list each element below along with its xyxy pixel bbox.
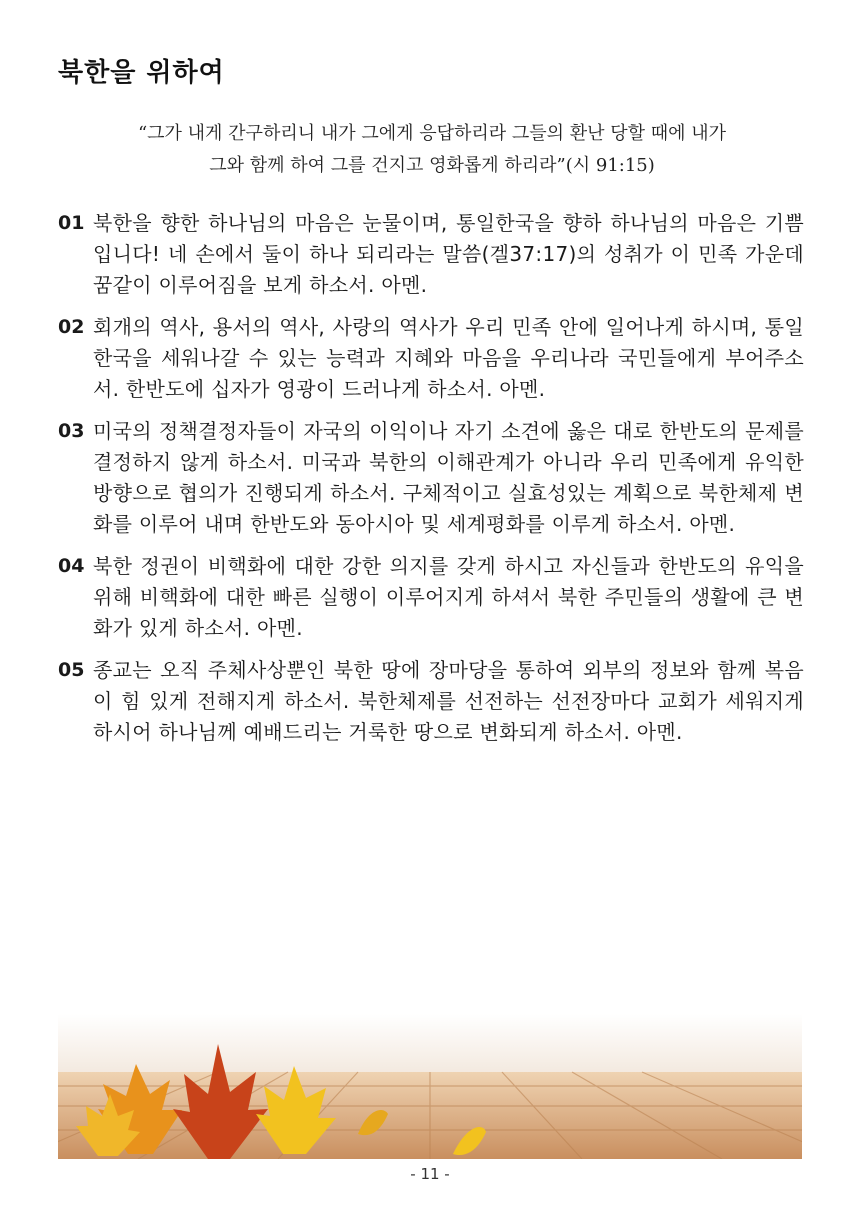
page-title: 북한을 위하여	[58, 58, 225, 88]
prayer-text: 북한을 향한 하나님의 마음은 눈물이며, 통일한국을 향하 하나님의 마음은 기쁨입니다! 네 손에서 둘이 하나 되리라는 말씀(겔37:17)의 성취가 이 민족 가운데 꿈같이 이루어짐을 보게 하소서. 아멘.	[93, 211, 804, 297]
prayer-text: 미국의 정책결정자들이 자국의 이익이나 자기 소견에 옳은 대로 한반도의 문제를 결정하지 않게 하소서. 미국과 북한의 이해관계가 아니라 우리 민족에게 유익한 방향으로 협의가 진행되게 하소서. 구체적이고 실효성있는 계획으로 북한체제 변화를 이루어 내며 한반도와 동아시아 및 세계평화를 이루게 하소서. 아멘.	[93, 419, 804, 536]
prayer-number: 02	[58, 316, 85, 338]
prayer-text: 종교는 오직 주체사상뿐인 북한 땅에 장마당을 통하여 외부의 정보와 함께 복음이 힘 있게 전해지게 하소서. 북한체제를 선전하는 선전장마다 교회가 세워지게 하시어 하나님께 예배드리는 거룩한 땅으로 변화되게 하소서. 아멘.	[93, 658, 804, 744]
prayer-item	[58, 416, 804, 540]
wall-background	[58, 1014, 802, 1074]
verse-line-1: “그가 내게 간구하리니 내가 그에게 응답하리라 그들의 환난 당할 때에 내가	[137, 123, 727, 144]
bible-verse	[60, 118, 804, 182]
prayer-item	[58, 655, 804, 748]
prayer-number: 03	[58, 420, 85, 442]
prayer-list	[58, 208, 804, 759]
prayer-number: 01	[58, 212, 85, 234]
prayer-item	[58, 551, 804, 644]
autumn-leaves-image	[58, 1014, 802, 1159]
page-number: - 11 -	[410, 1165, 450, 1183]
prayer-text: 북한 정권이 비핵화에 대한 강한 의지를 갖게 하시고 자신들과 한반도의 유익을 위해 비핵화에 대한 빠른 실행이 이루어지게 하셔서 북한 주민들의 생활에 큰 변화가 있게 하소서. 아멘.	[93, 554, 804, 640]
prayer-number: 05	[58, 659, 85, 681]
prayer-item	[58, 312, 804, 405]
verse-line-2: 그와 함께 하여 그를 건지고 영화롭게 하리라”(시 91:15)	[209, 155, 655, 176]
prayer-number: 04	[58, 555, 85, 577]
prayer-text: 회개의 역사, 용서의 역사, 사랑의 역사가 우리 민족 안에 일어나게 하시며, 통일 한국을 세워나갈 수 있는 능력과 지혜와 마음을 우리나라 국민들에게 부어주소서. 한반도에 십자가 영광이 드러나게 하소서. 아멘.	[93, 315, 804, 401]
prayer-item	[58, 208, 804, 301]
